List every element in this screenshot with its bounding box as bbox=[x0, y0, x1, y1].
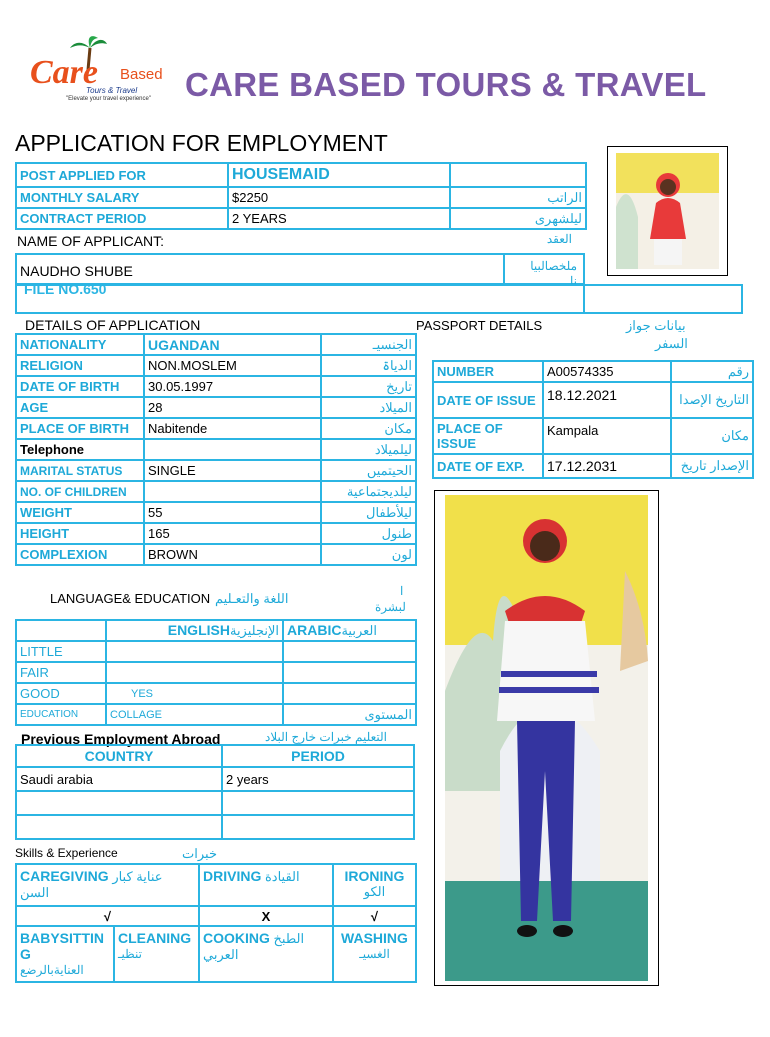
logo-based: Based bbox=[120, 66, 163, 83]
children-label: NO. OF CHILDREN bbox=[16, 481, 144, 502]
skills-title-ar: خبرات bbox=[182, 846, 217, 861]
nationality-label: NATIONALITY bbox=[16, 334, 144, 355]
good-label: GOOD bbox=[16, 683, 106, 704]
education-value: COLLAGE bbox=[106, 704, 283, 725]
weight-label: WEIGHT bbox=[16, 502, 144, 523]
details-table bbox=[15, 333, 417, 566]
file-no: FILE NO.650 bbox=[24, 281, 107, 297]
small-photo-frame bbox=[607, 146, 728, 276]
cooking-label: COOKING bbox=[203, 930, 270, 946]
washing-ar: الغسیـ bbox=[359, 947, 390, 961]
nationality-value: UGANDAN bbox=[144, 334, 321, 355]
education-label: EDUCATION bbox=[16, 704, 106, 725]
children-ar: لیلدیجتماعیة bbox=[321, 481, 416, 502]
fair-english bbox=[106, 662, 283, 683]
passport-table bbox=[432, 360, 754, 479]
language-title-ar3: لبشرة bbox=[375, 600, 406, 614]
issue-place-ar: مكان bbox=[671, 418, 753, 454]
little-english bbox=[106, 641, 283, 662]
logo-tours: Tours & Travel bbox=[86, 86, 138, 95]
applicant-small-photo bbox=[608, 147, 727, 275]
religion-label: RELIGION bbox=[16, 355, 144, 376]
age-ar: المیلاد bbox=[321, 397, 416, 418]
driving-mark: X bbox=[199, 906, 333, 926]
dob-ar: تاریخ bbox=[321, 376, 416, 397]
passport-title-ar2: السفر bbox=[655, 336, 688, 351]
contract-value: 2 YEARS bbox=[228, 208, 450, 229]
issue-place-value: Kampala bbox=[543, 418, 671, 454]
applicant-full-photo bbox=[435, 491, 658, 985]
skills-title: Skills & Experience bbox=[15, 846, 118, 860]
complexion-ar: لون bbox=[321, 544, 416, 565]
employment-empty-country-2 bbox=[16, 815, 222, 839]
passport-number-value: A00574335 bbox=[543, 361, 671, 382]
salary-value: $2250 bbox=[228, 187, 450, 208]
period-header: PERIOD bbox=[222, 745, 414, 767]
height-label: HEIGHT bbox=[16, 523, 144, 544]
top-table bbox=[15, 162, 587, 230]
telephone-label: Telephone bbox=[16, 439, 144, 460]
passport-title-ar: بیانات جواز bbox=[626, 318, 686, 333]
complexion-label: COMPLEXION bbox=[16, 544, 144, 565]
employment-title: Previous Employment Abroad bbox=[21, 731, 221, 747]
age-value: 28 bbox=[144, 397, 321, 418]
issue-place-label: PLACE OF ISSUE bbox=[433, 418, 543, 454]
age-label: AGE bbox=[16, 397, 144, 418]
complexion-value: BROWN bbox=[144, 544, 321, 565]
employment-table bbox=[15, 744, 415, 840]
file-box-right bbox=[583, 284, 743, 314]
passport-number-label: NUMBER bbox=[433, 361, 543, 382]
cooking-cell bbox=[199, 926, 333, 982]
post-label: POST APPLIED FOR bbox=[16, 163, 228, 187]
form-title: APPLICATION FOR EMPLOYMENT bbox=[15, 130, 388, 156]
marital-value: SINGLE bbox=[144, 460, 321, 481]
employment-country: Saudi arabia bbox=[16, 767, 222, 791]
nationality-ar: الجنسیـ bbox=[321, 334, 416, 355]
cooking-ar: الطبخ العربي bbox=[203, 931, 305, 962]
ironing-ar: الكو bbox=[363, 884, 386, 899]
language-title: LANGUAGE& EDUCATION bbox=[50, 591, 211, 606]
good-english: YES bbox=[106, 683, 283, 704]
little-arabic bbox=[283, 641, 416, 662]
exp-date-label: DATE OF EXP. bbox=[433, 454, 543, 478]
lang-corner bbox=[16, 620, 106, 641]
english-label: ENGLISH bbox=[167, 622, 230, 638]
arabic-label: ARABIC bbox=[287, 622, 342, 638]
caregiving-ar: عنایة كبار السن bbox=[20, 869, 163, 900]
name-label: NAME OF APPLICANT: bbox=[17, 233, 165, 249]
language-table bbox=[15, 619, 417, 726]
pob-value: Nabitende bbox=[144, 418, 321, 439]
large-photo-frame bbox=[434, 490, 659, 986]
english-header bbox=[106, 620, 283, 641]
driving-label: DRIVING bbox=[203, 868, 262, 884]
exp-date-ar: الإصدار تاریخ bbox=[671, 454, 753, 478]
babysitting-label: BABYSITTING bbox=[20, 930, 104, 962]
passport-number-ar: رقم bbox=[671, 361, 753, 382]
religion-value: NON.MOSLEM bbox=[144, 355, 321, 376]
employment-empty-period bbox=[222, 791, 414, 815]
company-name: CARE BASED TOURS & TRAVEL bbox=[185, 66, 707, 103]
weight-ar: لیلأطفال bbox=[321, 502, 416, 523]
ironing-label: IRONING bbox=[344, 868, 405, 884]
caregiving-label: CAREGIVING bbox=[20, 868, 109, 884]
name-ar: ملخصالبیا bbox=[530, 259, 577, 273]
cleaning-ar: تنظیـ bbox=[118, 947, 142, 961]
issue-date-ar: التاریخ الإصدا bbox=[671, 382, 753, 418]
logo-care: Care bbox=[30, 54, 98, 91]
passport-title: PASSPORT DETAILS bbox=[416, 318, 543, 333]
cleaning-cell bbox=[114, 926, 199, 982]
employment-period: 2 years bbox=[222, 767, 414, 791]
height-ar: طنول bbox=[321, 523, 416, 544]
washing-label: WASHING bbox=[341, 930, 408, 946]
dob-label: DATE OF BIRTH bbox=[16, 376, 144, 397]
pob-ar: مكان bbox=[321, 418, 416, 439]
skills-table bbox=[15, 863, 417, 983]
religion-ar: الدیاۃ bbox=[321, 355, 416, 376]
details-title: DETAILS OF APPLICATION bbox=[25, 317, 201, 333]
post-blank bbox=[450, 163, 586, 187]
issue-date-value: 18.12.2021 bbox=[543, 382, 671, 418]
logo-tagline: "Elevate your travel experience" bbox=[66, 96, 151, 102]
marital-ar: الحیتمیں bbox=[321, 460, 416, 481]
arabic-ar: العربیة bbox=[341, 623, 377, 638]
salary-label: MONTHLY SALARY bbox=[16, 187, 228, 208]
driving-cell bbox=[199, 864, 333, 906]
name-value: NAUDHO SHUBE bbox=[20, 263, 133, 279]
logo bbox=[28, 36, 173, 106]
cleaning-label: CLEANING bbox=[118, 930, 192, 946]
babysitting-cell bbox=[16, 926, 114, 982]
issue-date-label: DATE OF ISSUE bbox=[433, 382, 543, 418]
name-ar2: نا bbox=[570, 274, 577, 288]
babysitting-ar: العنایةبالرضع bbox=[20, 963, 84, 977]
language-title-ar: اللغة والتعـلیم bbox=[215, 591, 289, 606]
post-value: HOUSEMAID bbox=[228, 163, 450, 187]
telephone-ar: لیلمیلاد bbox=[321, 439, 416, 460]
dob-value: 30.05.1997 bbox=[144, 376, 321, 397]
language-title-ar2: ا bbox=[400, 584, 404, 598]
little-label: LITTLE bbox=[16, 641, 106, 662]
telephone-value bbox=[144, 439, 321, 460]
contract-ar: لیلشھری bbox=[450, 208, 586, 229]
education-ar: المستوی bbox=[283, 704, 416, 725]
ironing-cell bbox=[333, 864, 416, 906]
children-value bbox=[144, 481, 321, 502]
employment-title-ar: التعلیم خبرات خارج البلاد bbox=[265, 730, 388, 744]
driving-ar: القیادة bbox=[264, 869, 300, 884]
marital-label: MARITAL STATUS bbox=[16, 460, 144, 481]
pob-label: PLACE OF BIRTH bbox=[16, 418, 144, 439]
washing-cell bbox=[333, 926, 416, 982]
caregiving-cell bbox=[16, 864, 199, 906]
contract-ar2: العقد bbox=[546, 232, 572, 246]
english-ar: الإنجلیزیة bbox=[229, 623, 279, 638]
arabic-header bbox=[283, 620, 416, 641]
height-value: 165 bbox=[144, 523, 321, 544]
fair-label: FAIR bbox=[16, 662, 106, 683]
country-header: COUNTRY bbox=[16, 745, 222, 767]
weight-value: 55 bbox=[144, 502, 321, 523]
salary-ar: الراتب bbox=[450, 187, 586, 208]
caregiving-mark: √ bbox=[16, 906, 199, 926]
exp-date-value: 17.12.2031 bbox=[543, 454, 671, 478]
contract-label: CONTRACT PERIOD bbox=[16, 208, 228, 229]
employment-empty-country bbox=[16, 791, 222, 815]
ironing-mark: √ bbox=[333, 906, 416, 926]
good-arabic bbox=[283, 683, 416, 704]
fair-arabic bbox=[283, 662, 416, 683]
employment-empty-period-2 bbox=[222, 815, 414, 839]
